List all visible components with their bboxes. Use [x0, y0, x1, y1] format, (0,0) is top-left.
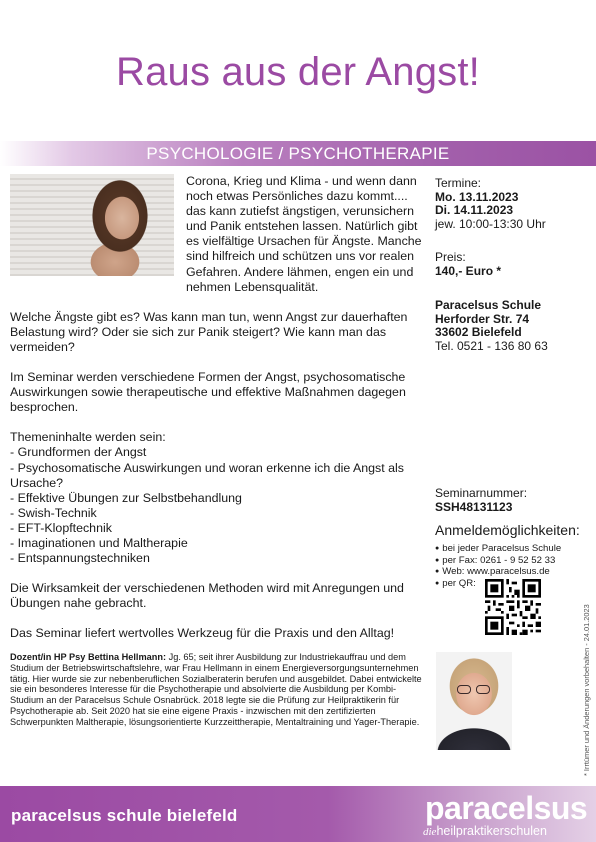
logo-main-text: paracelsus [425, 790, 588, 826]
closing-paragraph: Das Seminar liefert wertvolles Werkzeug für die Praxis und den Alltag! [10, 626, 395, 641]
registration-title: Anmeldemöglichkeiten: [435, 522, 580, 538]
paracelsus-logo [423, 790, 591, 840]
registration-item[interactable]: ● Web: www.paracelsus.de [435, 566, 585, 578]
logo-die: die [423, 826, 437, 838]
registration-item: ● per Fax: 0261 - 9 52 52 33 [435, 555, 585, 567]
seminar-number: SSH48131123 [435, 499, 513, 514]
date-1: Mo. 13.11.2023 [435, 189, 519, 204]
footer-school-name: paracelsus schule bielefeld [11, 806, 238, 825]
city: 33602 Bielefeld [435, 325, 522, 340]
phone: Tel. 0521 - 136 80 63 [435, 338, 548, 353]
street: Herforder Str. 74 [435, 311, 530, 326]
main-content [10, 174, 428, 641]
effect-paragraph: Die Wirksamkeit der verschiedenen Methoden wird mit Anregungen und Übungen nahe gebracht. [10, 581, 404, 611]
qr-code-icon[interactable] [485, 579, 541, 635]
instructor-bio [10, 652, 428, 728]
school-name: Paracelsus Schule [435, 298, 542, 312]
glasses-shape [457, 685, 491, 694]
footer-bar [0, 786, 596, 842]
seminar-description: Im Seminar werden verschiedene Formen der Angst, psychosomatische Auswirkungen sowie therapeutische und effektive Maßnahmen dagegen besprochen. [10, 370, 406, 415]
topic-item: - Entspannungstechniken [10, 551, 150, 566]
category-banner [0, 141, 596, 166]
questions-paragraph: Welche Ängste gibt es? Was kann man tun, wenn Angst zur dauerhaften Belastung wird? Oder sie sich zur Panik steigert? Wie kann man das vermeiden? [10, 309, 408, 354]
date-2: Di. 14.11.2023 [435, 203, 514, 218]
termine-label: Termine: [435, 176, 482, 190]
topic-item: - Imaginationen und Maltherapie [10, 535, 188, 550]
anxious-woman-photo [10, 174, 174, 276]
topic-item: - Psychosomatische Auswirkungen und woran erkenne ich die Angst als Ursache? [10, 460, 404, 490]
disclaimer-note: * Irrtümer und Änderungen vorbehalten - 24.01.2023 [582, 604, 591, 776]
registration-item: ● per QR: [435, 578, 585, 590]
topic-item: - Grundformen der Angst [10, 445, 147, 460]
instructor-photo [436, 652, 512, 750]
dates-block [435, 177, 546, 231]
page-title: Raus aus der Angst! [115, 50, 480, 94]
price-label: Preis: [435, 250, 466, 264]
logo-sub-text: heilpraktikerschulen [436, 824, 547, 838]
topics-heading: Themeninhalte werden sein: [10, 430, 166, 445]
intro-text: Corona, Krieg und Klima - und wenn dann noch etwas Persönliches dazu kommt.... das kann zutiefst ängstigen, verunsichern und Panik entstehen lassen. Natürlich gibt es vielfältige Ursachen für Ängste. Manche sind hilfreich und schützen uns vor realen Gefahren. Andere lähmen, engen ein und nehmen Lebensqualität. [186, 174, 422, 294]
time-range: jew. 10:00-13:30 Uhr [435, 216, 546, 231]
topic-item: - EFT-Klopftechnik [10, 520, 112, 535]
category-label: PSYCHOLOGIE / PSYCHOTHERAPIE [146, 144, 450, 163]
seminar-number-block [435, 487, 527, 514]
price-block [435, 251, 501, 278]
topic-item: - Swish-Technik [10, 505, 97, 520]
instructor-text: Jg. 65; seit ihrer Ausbildung zur Industriekauffrau und dem Studium der Betriebswirtschaftslehre, war Frau Hellmann in einem Energieversorgungsunternehmen tätig. Hier wurde sie zur nebenberuflichen Sozialberaterin berufen und ausgebildet. Dabei entwickelte sie ein besonderes Interesse für die Psychotherapie und absolvierte die Ausbildung per Kombi-Studium an der Paracelsus Schule Osnabrück. 2018 legte sie die Prüfung zur Heilpraktikerin für Psychotherapie ab. Seit 2020 hat sie eine eigene Praxis - inzwischen mit den zertifizierten Schwerpunkten Maltherapie, lösungsorientierte Kurzzeittherapie, Mentaltraining und Yager-Therapie. [10, 652, 422, 727]
instructor-label: Dozent/in HP Psy Bettina Hellmann: [10, 652, 167, 662]
address-block [435, 299, 548, 353]
registration-block [435, 522, 585, 635]
logo-subtitle [423, 824, 547, 838]
seminar-number-label: Seminarnummer: [435, 486, 528, 500]
price-value: 140,- Euro * [435, 263, 502, 278]
topic-item: - Effektive Übungen zur Selbstbehandlung [10, 490, 242, 505]
intro-paragraph [10, 174, 428, 295]
topic-list [10, 445, 428, 566]
registration-item: ● bei jeder Paracelsus Schule [435, 543, 585, 555]
